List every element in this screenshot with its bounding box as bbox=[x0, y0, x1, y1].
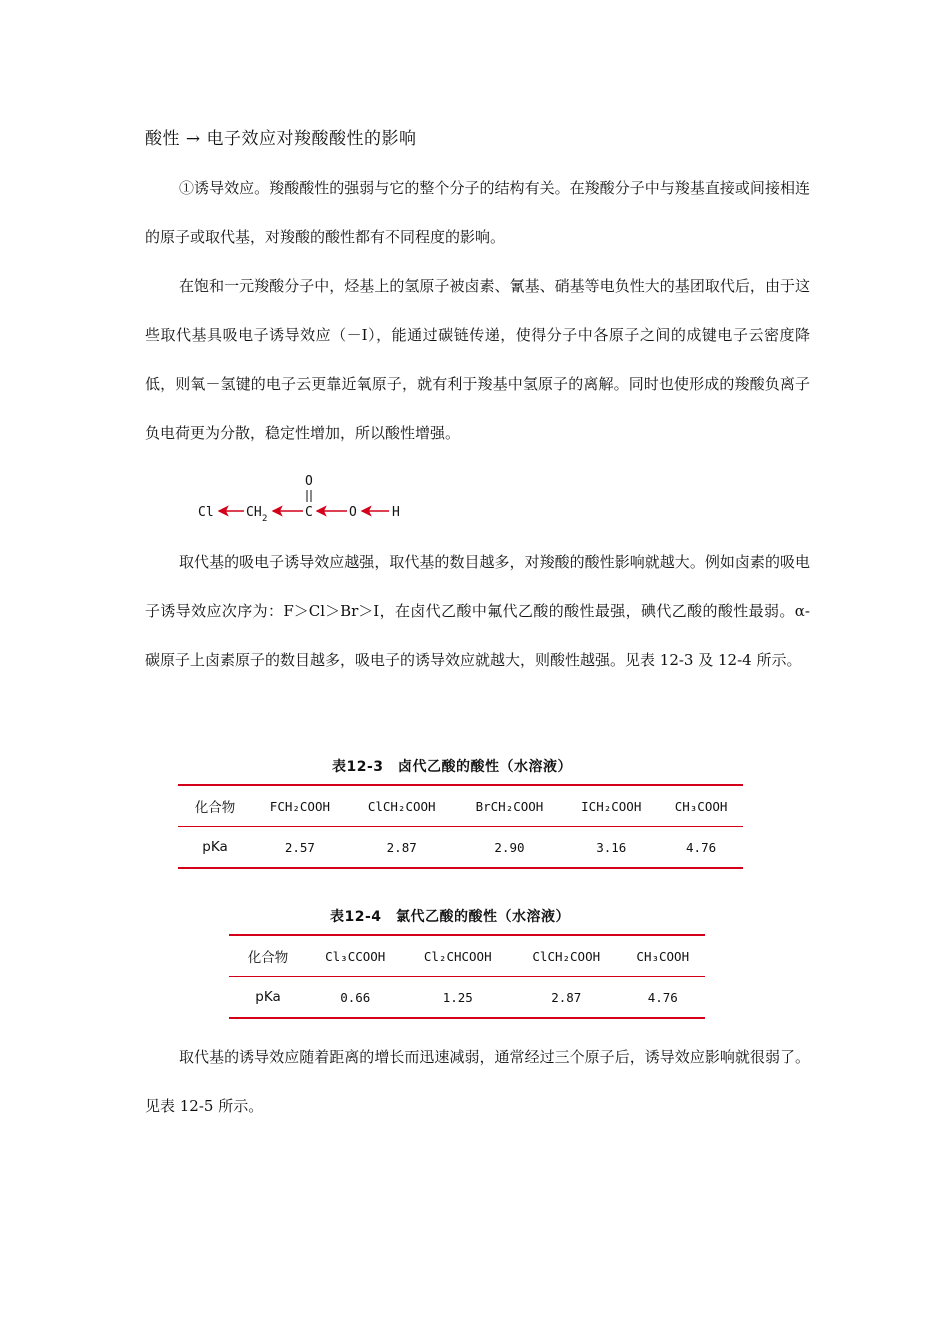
compound-cell: CH₃COOH bbox=[659, 785, 743, 827]
subscript-2: 2 bbox=[262, 514, 268, 524]
pka-cell: 2.90 bbox=[456, 827, 564, 869]
pka-cell: 0.66 bbox=[307, 977, 403, 1019]
paragraph-text: 在饱和一元羧酸分子中，烃基上的氢原子被卤素、氰基、硝基等电负性大的基团取代后，由于这些取代基具吸电子诱导效应（－I），能通过碳链传递，使得分子中各原子之间的成键电子云密度降低，则氧－氢键的电子云更靠近氧原子，就有利于羧基中氢原子的离解。同时也使形成的羧酸负离子负电荷更为分散，稳定性增加，所以酸性增强。 bbox=[145, 277, 810, 442]
paragraph-inductive-effect bbox=[145, 164, 810, 262]
compound-cell: Cl₃CCOOH bbox=[307, 935, 403, 977]
table-value-row bbox=[229, 977, 705, 1019]
value-label: pKa bbox=[229, 977, 307, 1019]
atom-cl: Cl bbox=[198, 505, 214, 520]
compound-cell: ClCH₂COOH bbox=[348, 785, 456, 827]
atom-o: O bbox=[349, 505, 357, 520]
compound-cell: Cl₂CHCOOH bbox=[403, 935, 512, 977]
paragraph-halogen-order bbox=[145, 538, 810, 685]
table-12-4 bbox=[229, 934, 705, 1019]
table-12-3 bbox=[178, 784, 743, 869]
atom-carbonyl-o: O bbox=[305, 474, 313, 489]
section-heading: 酸性 → 电子效应对羧酸酸性的影响 bbox=[145, 129, 417, 149]
header-label: 化合物 bbox=[229, 935, 307, 977]
paragraph-text: ①诱导效应。羧酸酸性的强弱与它的整个分子的结构有关。在羧酸分子中与羧基直接或间接相连的原子或取代基，对羧酸的酸性都有不同程度的影响。 bbox=[145, 179, 810, 246]
pka-cell: 2.87 bbox=[512, 977, 621, 1019]
compound-cell: CH₃COOH bbox=[621, 935, 705, 977]
table-header-row bbox=[178, 785, 743, 827]
table-value-row bbox=[178, 827, 743, 869]
induction-svg bbox=[195, 470, 410, 530]
value-label: pKa bbox=[178, 827, 252, 869]
pka-cell: 1.25 bbox=[403, 977, 512, 1019]
table-12-4-caption: 表12-4 氯代乙酸的酸性（水溶液） bbox=[330, 909, 571, 925]
compound-cell: ClCH₂COOH bbox=[512, 935, 621, 977]
atom-h: H bbox=[392, 505, 400, 520]
header-label: 化合物 bbox=[178, 785, 252, 827]
pka-cell: 3.16 bbox=[563, 827, 659, 869]
compound-cell: BrCH₂COOH bbox=[456, 785, 564, 827]
atom-c: C bbox=[305, 505, 313, 520]
table-12-3-caption: 表12-3 卤代乙酸的酸性（水溶液） bbox=[332, 759, 573, 775]
compound-cell: ICH₂COOH bbox=[563, 785, 659, 827]
paragraph-distance-effect bbox=[145, 1033, 810, 1131]
pka-cell: 2.87 bbox=[348, 827, 456, 869]
pka-cell: 4.76 bbox=[621, 977, 705, 1019]
paragraph-text: 取代基的诱导效应随着距离的增长而迅速减弱，通常经过三个原子后，诱导效应影响就很弱了。见表 12-5 所示。 bbox=[145, 1048, 810, 1115]
atom-ch: CH bbox=[246, 505, 262, 520]
pka-cell: 4.76 bbox=[659, 827, 743, 869]
compound-cell: FCH₂COOH bbox=[252, 785, 348, 827]
pka-cell: 2.57 bbox=[252, 827, 348, 869]
paragraph-substituent-effect bbox=[145, 262, 810, 458]
paragraph-text: 取代基的吸电子诱导效应越强，取代基的数目越多，对羧酸的酸性影响就越大。例如卤素的吸电子诱导效应次序为：F＞Cl＞Br＞I，在卤代乙酸中氟代乙酸的酸性最强，碘代乙酸的酸性最弱。α-碳原子上卤素原子的数目越多，吸电子的诱导效应就越大，则酸性越强。见表 12-3 及 12-4 所示。 bbox=[145, 553, 810, 669]
chloroacetic-acid-induction-diagram bbox=[195, 470, 410, 530]
table-header-row bbox=[229, 935, 705, 977]
